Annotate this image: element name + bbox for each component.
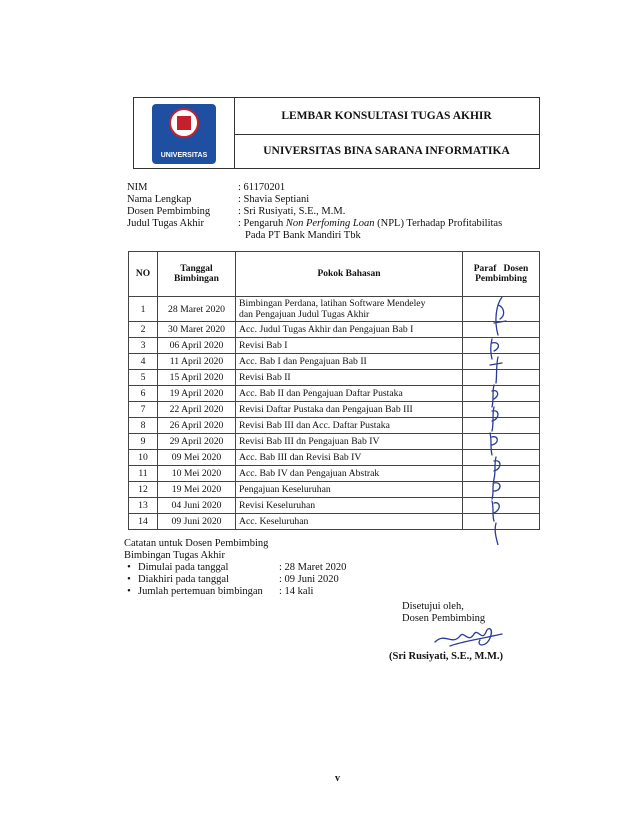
row-no: 13: [129, 498, 158, 514]
row-date: 09 Juni 2020: [158, 514, 236, 530]
logo-emblem-icon: [169, 108, 199, 138]
logo-text: UNIVERSITAS: [160, 152, 208, 159]
col-topic: Pokok Bahasan: [236, 252, 463, 297]
table-row: [129, 482, 540, 498]
end-date-value: : 09 Juni 2020: [279, 574, 339, 585]
row-topic: Revisi Bab III dn Pengajuan Bab IV: [236, 434, 463, 450]
row-date: 26 April 2020: [158, 418, 236, 434]
row-date: 11 April 2020: [158, 354, 236, 370]
thesis-title-suffix: (NPL) Terhadap Profitabilitas: [374, 218, 503, 229]
thesis-title-line2: Pada PT Bank Mandiri Tbk: [245, 230, 361, 241]
approval-line2: Dosen Pembimbing: [402, 613, 486, 624]
signer-name: (Sri Rusiyati, S.E., M.M.): [389, 651, 504, 662]
approval-line1: Disetujui oleh,: [402, 601, 464, 612]
row-no: 11: [129, 466, 158, 482]
row-date: 22 April 2020: [158, 402, 236, 418]
row-topic: Revisi Bab III dan Acc. Daftar Pustaka: [236, 418, 463, 434]
row-topic-line2: dan Pengajuan Judul Tugas Akhir: [239, 309, 370, 320]
row-topic: Revisi Keseluruhan: [236, 498, 463, 514]
table-row: [129, 498, 540, 514]
col-sign-line2: Pembimbing: [475, 274, 527, 284]
thesis-title-label: Judul Tugas Akhir: [127, 218, 205, 229]
row-no: 12: [129, 482, 158, 498]
row-topic: [236, 297, 463, 322]
logo-cell: [134, 98, 235, 168]
notes-line2: Bimbingan Tugas Akhir: [124, 550, 225, 561]
page-number: v: [335, 773, 340, 784]
col-date-line2: Bimbingan: [174, 274, 219, 284]
row-date: 04 Juni 2020: [158, 498, 236, 514]
bullet-icon: •: [127, 574, 131, 585]
row-topic: Acc. Bab I dan Pengajuan Bab II: [236, 354, 463, 370]
row-topic: Acc. Bab IV dan Pengajuan Abstrak: [236, 466, 463, 482]
advisor-value: : Sri Rusiyati, S.E., M.M.: [238, 206, 346, 217]
name-label: Nama Lengkap: [127, 194, 192, 205]
row-date: 29 April 2020: [158, 434, 236, 450]
row-topic: Acc. Keseluruhan: [236, 514, 463, 530]
advisor-paraf-signatures: [480, 295, 520, 545]
col-sign-line1: Paraf Dosen: [473, 264, 529, 274]
university-name: UNIVERSITAS BINA SARANA INFORMATIKA: [263, 145, 510, 157]
row-topic: Acc. Bab II dan Pengajuan Daftar Pustaka: [236, 386, 463, 402]
table-row: [129, 338, 540, 354]
row-date: 09 Mei 2020: [158, 450, 236, 466]
table-header-row: [129, 252, 540, 297]
advisor-label: Dosen Pembimbing: [127, 206, 211, 217]
bullet-icon: •: [127, 586, 131, 597]
row-topic-line1: Bimbingan Perdana, latihan Software Mendeley: [239, 298, 426, 309]
row-date: 30 Maret 2020: [158, 322, 236, 338]
row-topic: Pengajuan Keseluruhan: [236, 482, 463, 498]
table-row: [129, 322, 540, 338]
document-header: [133, 97, 540, 169]
start-date-value: : 28 Maret 2020: [279, 562, 347, 573]
nim-label: NIM: [127, 182, 148, 193]
document-title: LEMBAR KONSULTASI TUGAS AKHIR: [234, 98, 539, 135]
table-row: [129, 450, 540, 466]
nim-value: : 61170201: [238, 182, 286, 193]
bullet-icon: •: [127, 562, 131, 573]
row-topic: Revisi Bab II: [236, 370, 463, 386]
row-date: 06 April 2020: [158, 338, 236, 354]
row-no: 2: [129, 322, 158, 338]
meeting-count-label: Jumlah pertemuan bimbingan: [138, 586, 263, 597]
table-row: [129, 386, 540, 402]
row-topic: Revisi Daftar Pustaka dan Pengajuan Bab III: [236, 402, 463, 418]
row-date: 10 Mei 2020: [158, 466, 236, 482]
row-no: 9: [129, 434, 158, 450]
table-row: [129, 402, 540, 418]
table-row: [129, 354, 540, 370]
row-no: 6: [129, 386, 158, 402]
table-row: [129, 466, 540, 482]
row-no: 1: [129, 297, 158, 322]
thesis-title-prefix: : Pengaruh: [238, 218, 286, 229]
advisor-signature: [430, 622, 510, 652]
meeting-count-value: : 14 kali: [279, 586, 314, 597]
table-row: [129, 434, 540, 450]
table-row: [129, 370, 540, 386]
row-no: 7: [129, 402, 158, 418]
row-topic: Acc. Judul Tugas Akhir dan Pengajuan Bab I: [236, 322, 463, 338]
row-no: 4: [129, 354, 158, 370]
notes-line1: Catatan untuk Dosen Pembimbing: [124, 538, 269, 549]
end-date-label: Diakhiri pada tanggal: [138, 574, 229, 585]
consultation-table: [128, 251, 540, 530]
table-row: [129, 514, 540, 530]
row-date: 19 Mei 2020: [158, 482, 236, 498]
university-logo: [152, 104, 216, 164]
name-value: : Shavia Septiani: [238, 194, 310, 205]
row-no: 10: [129, 450, 158, 466]
thesis-title-italic: Non Perfoming Loan: [285, 218, 375, 229]
col-date-line1: Tanggal: [180, 264, 213, 274]
col-date: [158, 252, 236, 297]
table-row: [129, 418, 540, 434]
thesis-title-value: [238, 218, 502, 230]
row-date: 15 April 2020: [158, 370, 236, 386]
row-no: 5: [129, 370, 158, 386]
col-no: NO: [129, 252, 158, 297]
row-date: 28 Maret 2020: [158, 297, 236, 322]
col-sign: [463, 252, 540, 297]
table-row: [129, 297, 540, 322]
row-topic: Acc. Bab III dan Revisi Bab IV: [236, 450, 463, 466]
row-no: 8: [129, 418, 158, 434]
start-date-label: Dimulai pada tanggal: [138, 562, 229, 573]
row-topic: Revisi Bab I: [236, 338, 463, 354]
row-no: 14: [129, 514, 158, 530]
row-date: 19 April 2020: [158, 386, 236, 402]
row-no: 3: [129, 338, 158, 354]
